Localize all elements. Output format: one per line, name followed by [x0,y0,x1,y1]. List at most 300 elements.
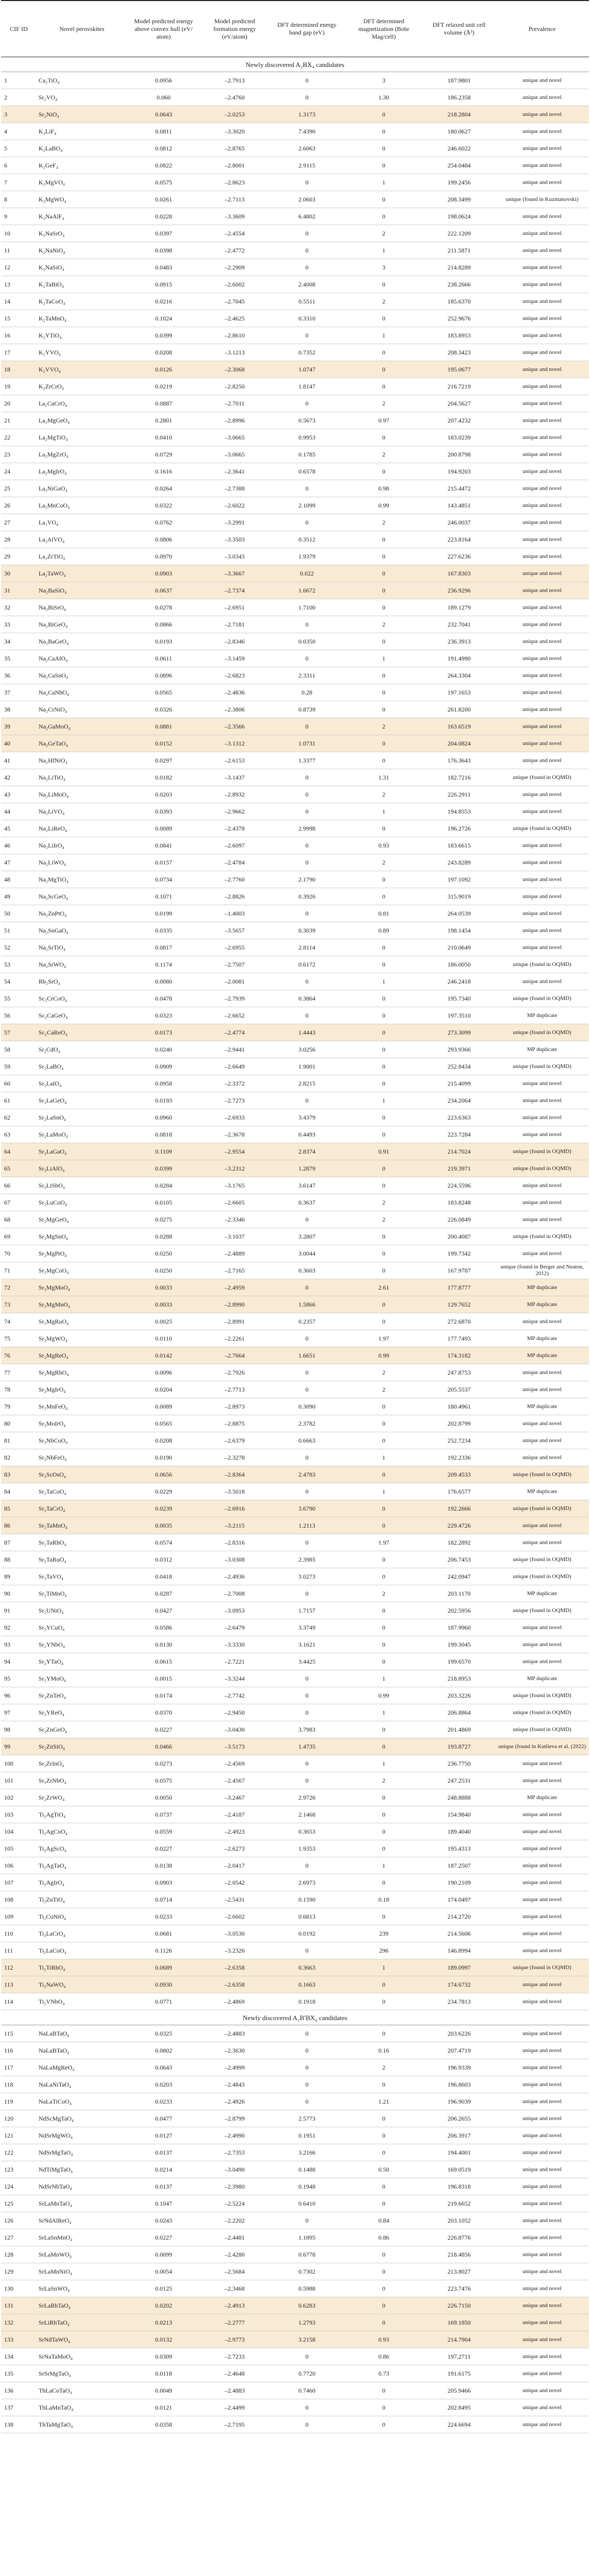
cell-magnetization: 2 [345,395,423,412]
cell-unit-cell-volume: 174.6732 [423,1976,495,1993]
cell-formation-energy: –2.7221 [200,1653,269,1670]
cell-prevalence: MP duplicate [495,1041,589,1058]
cell-perovskite: La₂CaCrO₄ [37,395,127,412]
cell-prevalence: unique and novel [495,1177,589,1194]
cell-band-gap: 1.7157 [269,1602,345,1619]
cell-magnetization: 0 [345,310,423,327]
cell-perovskite: Ti₂VNbO₄ [37,1993,127,2010]
cell-energy-above-hull: 0.1174 [127,956,200,973]
cell-magnetization: 0 [345,684,423,701]
header-band-gap: DFT determined energy band gap (eV) [269,1,345,57]
cell-magnetization: 0 [345,2416,423,2433]
cell-unit-cell-volume: 174.0497 [423,1891,495,1908]
cell-band-gap: 0.1488 [269,2161,345,2178]
table-row [1,1466,589,1483]
cell-energy-above-hull: 0.0866 [127,616,200,633]
cell-cif-id: 28 [1,531,37,548]
cell-band-gap: 0 [269,480,345,497]
cell-formation-energy: –2.4774 [200,1024,269,1041]
cell-magnetization: 0 [345,1738,423,1755]
cell-formation-energy: –2.6358 [200,1959,269,1976]
cell-cif-id: 10 [1,225,37,242]
cell-energy-above-hull: 0.0121 [127,2399,200,2416]
cell-formation-energy: –2.9450 [200,1704,269,1721]
cell-unit-cell-volume: 246.0037 [423,514,495,531]
table-row [1,531,589,548]
cell-perovskite: Sr₂MgCoO₄ [37,1262,127,1279]
cell-formation-energy: –3.5173 [200,1738,269,1755]
cell-magnetization: 0 [345,956,423,973]
table-row [1,344,589,361]
cell-cif-id: 117 [1,2059,37,2076]
cell-prevalence: unique and novel [495,871,589,888]
cell-magnetization: 2 [345,1194,423,1211]
cell-perovskite: Sr₂YMoO₄ [37,1670,127,1687]
cell-perovskite: K₂MgVO₄ [37,174,127,191]
cell-cif-id: 4 [1,123,37,140]
cell-prevalence: unique and novel [495,2025,589,2042]
cell-band-gap: 3.0044 [269,1245,345,1262]
table-row [1,1806,589,1823]
cell-cif-id: 77 [1,1364,37,1381]
cell-band-gap: 1.2879 [269,1160,345,1177]
cell-formation-energy: –2.6022 [200,497,269,514]
cell-band-gap: 0.3310 [269,310,345,327]
cell-formation-energy: –2.3678 [200,1126,269,1143]
cell-band-gap: 1.4443 [269,1024,345,1041]
cell-energy-above-hull: 0.2801 [127,412,200,429]
cell-band-gap: 0 [269,1007,345,1024]
cell-prevalence: unique and novel [495,1653,589,1670]
cell-band-gap: 2.9726 [269,1789,345,1806]
cell-energy-above-hull: 0.0915 [127,276,200,293]
cell-magnetization: 0 [345,1075,423,1092]
cell-unit-cell-volume: 186.0050 [423,956,495,973]
cell-cif-id: 124 [1,2178,37,2195]
cell-energy-above-hull: 0.0130 [127,1636,200,1653]
cell-magnetization: 0 [345,1041,423,1058]
cell-energy-above-hull: 0.0643 [127,2059,200,2076]
cell-prevalence: unique and novel [495,786,589,803]
cell-magnetization: 0 [345,2399,423,2416]
cell-perovskite: Ti₂AgCoO₄ [37,1823,127,1840]
cell-magnetization: 0.99 [345,1687,423,1704]
cell-perovskite: Ti₂AgTiO₄ [37,1806,127,1823]
cell-band-gap: 0 [269,1483,345,1500]
table-row [1,2093,589,2110]
cell-band-gap: 3.2166 [269,2144,345,2161]
cell-magnetization: 1 [345,803,423,820]
cell-perovskite: SrSrMgTaO₄ [37,2365,127,2382]
cell-perovskite: La₂MgZrO₄ [37,446,127,463]
cell-cif-id: 53 [1,956,37,973]
cell-band-gap: 0 [269,72,345,89]
cell-band-gap: 3.6790 [269,1500,345,1517]
cell-unit-cell-volume: 248.8888 [423,1789,495,1806]
cell-prevalence: unique and novel [495,684,589,701]
cell-prevalence: unique (found in OQMD) [495,1704,589,1721]
cell-formation-energy: –3.0343 [200,548,269,565]
cell-formation-energy: –2.6649 [200,1058,269,1075]
cell-prevalence: unique and novel [495,1925,589,1942]
cell-energy-above-hull: 0.0615 [127,1653,200,1670]
cell-formation-energy: –2.6002 [200,276,269,293]
cell-unit-cell-volume: 252.7234 [423,1432,495,1449]
cell-perovskite: K₂LiF₄ [37,123,127,140]
cell-prevalence: unique and novel [495,1755,589,1772]
cell-prevalence: unique and novel [495,2331,589,2348]
cell-perovskite: Sr₂LuCoO₄ [37,1194,127,1211]
cell-unit-cell-volume: 183.8953 [423,327,495,344]
cell-band-gap: 3.4425 [269,1653,345,1670]
cell-perovskite: Sr₂MgRhO₄ [37,1364,127,1381]
cell-magnetization: 2 [345,293,423,310]
table-row [1,803,589,820]
cell-unit-cell-volume: 213.8027 [423,2263,495,2280]
table-row [1,412,589,429]
cell-prevalence: unique and novel [495,1874,589,1891]
cell-perovskite: Sr₂LaGeO₄ [37,1092,127,1109]
table-row [1,701,589,718]
cell-unit-cell-volume: 208.3423 [423,344,495,361]
cell-prevalence: MP duplicate [495,1789,589,1806]
cell-energy-above-hull: 0.0427 [127,1602,200,1619]
cell-energy-above-hull: 0.0264 [127,480,200,497]
cell-magnetization: 0 [345,1007,423,1024]
cell-magnetization: 0 [345,1160,423,1177]
cell-prevalence: unique and novel [495,140,589,157]
cell-energy-above-hull: 0.0477 [127,2110,200,2127]
cell-band-gap: 2.8114 [269,939,345,956]
cell-magnetization: 0 [345,1551,423,1568]
cell-magnetization: 2 [345,616,423,633]
cell-magnetization: 0 [345,344,423,361]
table-row [1,2161,589,2178]
cell-formation-energy: –2.5224 [200,2195,269,2212]
cell-prevalence: unique and novel [495,72,589,89]
cell-formation-energy: –2.3980 [200,2178,269,2195]
cell-unit-cell-volume: 272.6870 [423,1313,495,1330]
cell-energy-above-hull: 0.0182 [127,769,200,786]
cell-magnetization: 0 [345,1874,423,1891]
cell-formation-energy: –2.4836 [200,684,269,701]
cell-magnetization: 0 [345,2178,423,2195]
cell-unit-cell-volume: 197.1092 [423,871,495,888]
cell-formation-energy: –2.7113 [200,191,269,208]
cell-unit-cell-volume: 202.5956 [423,1602,495,1619]
cell-cif-id: 41 [1,752,37,769]
cell-unit-cell-volume: 209.4533 [423,1466,495,1483]
cell-formation-energy: –2.4999 [200,2059,269,2076]
cell-prevalence: unique (found in OQMD) [495,1160,589,1177]
cell-magnetization: 0 [345,1296,423,1313]
cell-unit-cell-volume: 191.6175 [423,2365,495,2382]
cell-prevalence: unique and novel [495,837,589,854]
cell-unit-cell-volume: 183.8248 [423,1194,495,1211]
table-row [1,1976,589,1993]
cell-cif-id: 18 [1,361,37,378]
cell-magnetization: 0 [345,463,423,480]
cell-prevalence: unique and novel [495,2229,589,2246]
cell-unit-cell-volume: 208.3499 [423,191,495,208]
cell-band-gap: 1.1895 [269,2229,345,2246]
cell-formation-energy: –2.8875 [200,1415,269,1432]
cell-perovskite: Sr₂NiO₄ [37,106,127,123]
cell-formation-energy: –2.6951 [200,599,269,616]
cell-band-gap: 3.0273 [269,1568,345,1585]
cell-energy-above-hull: 0.0138 [127,1857,200,1874]
cell-band-gap: 0.5673 [269,412,345,429]
table-row [1,89,589,106]
table-row [1,293,589,310]
cell-formation-energy: –2.8991 [200,1313,269,1330]
cell-perovskite: NaLaMgReO₄ [37,2059,127,2076]
cell-energy-above-hull: 0.1024 [127,310,200,327]
cell-formation-energy: –2.7742 [200,1687,269,1704]
cell-prevalence: unique and novel [495,1993,589,2010]
cell-unit-cell-volume: 252.8434 [423,1058,495,1075]
cell-cif-id: 16 [1,327,37,344]
cell-prevalence: unique and novel [495,1415,589,1432]
cell-cif-id: 7 [1,174,37,191]
cell-formation-energy: –2.6153 [200,752,269,769]
cell-energy-above-hull: 0.0762 [127,514,200,531]
section-header-row [1,2010,589,2025]
cell-unit-cell-volume: 189.0997 [423,1959,495,1976]
cell-cif-id: 84 [1,1483,37,1500]
table-row [1,1075,589,1092]
cell-perovskite: NaLaBTaO₄ [37,2042,127,2059]
cell-prevalence: unique and novel [495,2110,589,2127]
cell-unit-cell-volume: 207.4719 [423,2042,495,2059]
cell-formation-energy: –2.7388 [200,480,269,497]
cell-magnetization: 0 [345,1466,423,1483]
cell-energy-above-hull: 0.0586 [127,1619,200,1636]
cell-perovskite: Na₂BiGeO₄ [37,616,127,633]
cell-perovskite: Sr₂TaCoO₄ [37,1483,127,1500]
cell-perovskite: Na₂BaGeO₄ [37,633,127,650]
cell-band-gap: 0.3653 [269,1823,345,1840]
cell-unit-cell-volume: 163.6519 [423,718,495,735]
cell-band-gap: 0 [269,225,345,242]
cell-cif-id: 83 [1,1466,37,1483]
cell-perovskite: Na₂ScGeO₄ [37,888,127,905]
cell-formation-energy: –2.9554 [200,1143,269,1160]
cell-cif-id: 48 [1,871,37,888]
cell-magnetization: 0 [345,429,423,446]
cell-energy-above-hull: 0.0228 [127,208,200,225]
cell-cif-id: 137 [1,2399,37,2416]
cell-unit-cell-volume: 194.9203 [423,463,495,480]
table-row [1,1721,589,1738]
cell-prevalence: unique and novel [495,106,589,123]
cell-unit-cell-volume: 214.2720 [423,1908,495,1925]
cell-energy-above-hull: 0.0250 [127,1245,200,1262]
cell-band-gap: 0.7302 [269,2263,345,2280]
cell-perovskite: SrLaMnTaO₄ [37,2195,127,2212]
cell-energy-above-hull: 0.0802 [127,2042,200,2059]
section-header-row [1,57,589,72]
cell-unit-cell-volume: 216.7219 [423,378,495,395]
cell-band-gap: 0.3637 [269,1194,345,1211]
cell-energy-above-hull: 0.0099 [127,2246,200,2263]
cell-band-gap: 0.4493 [269,1126,345,1143]
cell-cif-id: 135 [1,2365,37,2382]
cell-energy-above-hull: 0.0137 [127,2144,200,2161]
cell-magnetization: 0 [345,106,423,123]
cell-formation-energy: –2.7353 [200,2144,269,2161]
cell-cif-id: 127 [1,2229,37,2246]
cell-magnetization: 0 [345,2314,423,2331]
cell-perovskite: K₂NaSrO₄ [37,225,127,242]
cell-formation-energy: –3.1459 [200,650,269,667]
cell-formation-energy: –3.1312 [200,735,269,752]
table-row [1,1058,589,1075]
cell-energy-above-hull: 0.0033 [127,1296,200,1313]
cell-magnetization: 1.31 [345,769,423,786]
table-row [1,310,589,327]
cell-energy-above-hull: 0.0208 [127,1432,200,1449]
cell-unit-cell-volume: 236.9296 [423,582,495,599]
cell-cif-id: 64 [1,1143,37,1160]
cell-magnetization: 1 [345,1483,423,1500]
cell-formation-energy: –2.4481 [200,2229,269,2246]
cell-prevalence: unique and novel [495,973,589,990]
cell-magnetization: 0 [345,1568,423,1585]
cell-energy-above-hull: 0.0822 [127,157,200,174]
cell-band-gap: 0.6410 [269,2195,345,2212]
cell-formation-energy: –2.3806 [200,701,269,718]
cell-prevalence: MP duplicate [495,1007,589,1024]
cell-unit-cell-volume: 223.7284 [423,1126,495,1143]
cell-unit-cell-volume: 143.4851 [423,497,495,514]
cell-band-gap: 7.4390 [269,123,345,140]
cell-unit-cell-volume: 194.4001 [423,2144,495,2161]
cell-perovskite: NdSrMgWO₄ [37,2127,127,2144]
cell-unit-cell-volume: 176.3643 [423,752,495,769]
cell-band-gap: 0 [269,2416,345,2433]
cell-band-gap: 0.8739 [269,701,345,718]
cell-unit-cell-volume: 242.0947 [423,1568,495,1585]
cell-magnetization: 0 [345,2382,423,2399]
cell-prevalence: unique and novel [495,1245,589,1262]
cell-formation-energy: –2.4187 [200,1806,269,1823]
cell-band-gap: 0.1663 [269,1976,345,1993]
cell-magnetization: 0 [345,1126,423,1143]
cell-perovskite: SrNdTaWO₄ [37,2331,127,2348]
cell-perovskite: Sr₂ZrWO₄ [37,1789,127,1806]
cell-magnetization: 0 [345,2025,423,2042]
cell-perovskite: Na₂CrNiO₄ [37,701,127,718]
cell-magnetization: 0 [345,1245,423,1262]
cell-formation-energy: –2.2261 [200,1330,269,1347]
cell-unit-cell-volume: 194.8553 [423,803,495,820]
cell-cif-id: 131 [1,2297,37,2314]
cell-band-gap: 0 [269,786,345,803]
cell-unit-cell-volume: 192.2666 [423,1500,495,1517]
cell-perovskite: Sr₂MoIrO₄ [37,1415,127,1432]
cell-band-gap: 0.7460 [269,2382,345,2399]
cell-unit-cell-volume: 232.7041 [423,616,495,633]
cell-band-gap: 0.1785 [269,446,345,463]
cell-cif-id: 125 [1,2195,37,2212]
cell-perovskite: Sr₂LiAlO₄ [37,1160,127,1177]
cell-band-gap: 1.2113 [269,1517,345,1534]
cell-formation-energy: –2.8765 [200,140,269,157]
cell-perovskite: K₂VVO₄ [37,361,127,378]
cell-energy-above-hull: 0.0483 [127,259,200,276]
cell-cif-id: 15 [1,310,37,327]
cell-magnetization: 1 [345,1755,423,1772]
table-row [1,1534,589,1551]
table-row [1,378,589,395]
cell-energy-above-hull: 0.0297 [127,752,200,769]
cell-energy-above-hull: 0.0958 [127,1075,200,1092]
cell-unit-cell-volume: 176.6577 [423,1483,495,1500]
cell-energy-above-hull: 0.0312 [127,1551,200,1568]
table-row [1,2263,589,2280]
table-row [1,1160,589,1177]
cell-prevalence: unique (found in OQMD) [495,990,589,1007]
cell-band-gap: 1.7100 [269,599,345,616]
cell-formation-energy: –2.4959 [200,1279,269,1296]
cell-magnetization: 0.50 [345,2161,423,2178]
cell-energy-above-hull: 0.0565 [127,684,200,701]
cell-energy-above-hull: 0.0126 [127,361,200,378]
cell-formation-energy: –2.6605 [200,1194,269,1211]
table-row [1,616,589,633]
cell-formation-energy: –2.4554 [200,225,269,242]
cell-prevalence: unique and novel [495,548,589,565]
table-row [1,837,589,854]
cell-perovskite: K₂NaNiO₄ [37,242,127,259]
cell-unit-cell-volume: 180.4961 [423,1398,495,1415]
cell-energy-above-hull: 0.0233 [127,2093,200,2110]
cell-band-gap: 3.6147 [269,1177,345,1194]
table-row [1,888,589,905]
cell-formation-energy: –2.4889 [200,1245,269,1262]
table-row [1,2144,589,2161]
cell-band-gap: 0 [269,1772,345,1789]
cell-unit-cell-volume: 223.7476 [423,2280,495,2297]
cell-prevalence: unique and novel [495,446,589,463]
cell-unit-cell-volume: 226.8776 [423,2229,495,2246]
cell-prevalence: unique and novel [495,2263,589,2280]
cell-cif-id: 78 [1,1381,37,1398]
cell-energy-above-hull: 0.0575 [127,1772,200,1789]
table-row [1,633,589,650]
table-row [1,1313,589,1330]
cell-perovskite: Sr₂TaMnO₄ [37,1517,127,1534]
cell-cif-id: 23 [1,446,37,463]
table-header-row [1,1,589,57]
cell-formation-energy: –3.3609 [200,208,269,225]
cell-perovskite: Sr₂ZnGeO₄ [37,1721,127,1738]
table-row [1,1109,589,1126]
cell-formation-energy: –2.4280 [200,2246,269,2263]
cell-cif-id: 103 [1,1806,37,1823]
cell-perovskite: K₂LaBO₄ [37,140,127,157]
table-row [1,650,589,667]
cell-energy-above-hull: 0.0881 [127,718,200,735]
cell-cif-id: 136 [1,2382,37,2399]
cell-energy-above-hull: 0.0737 [127,1806,200,1823]
cell-energy-above-hull: 0.0734 [127,871,200,888]
cell-band-gap: 1.2793 [269,2314,345,2331]
cell-cif-id: 138 [1,2416,37,2433]
cell-band-gap: 0.3512 [269,531,345,548]
cell-energy-above-hull: 0.0656 [127,1466,200,1483]
